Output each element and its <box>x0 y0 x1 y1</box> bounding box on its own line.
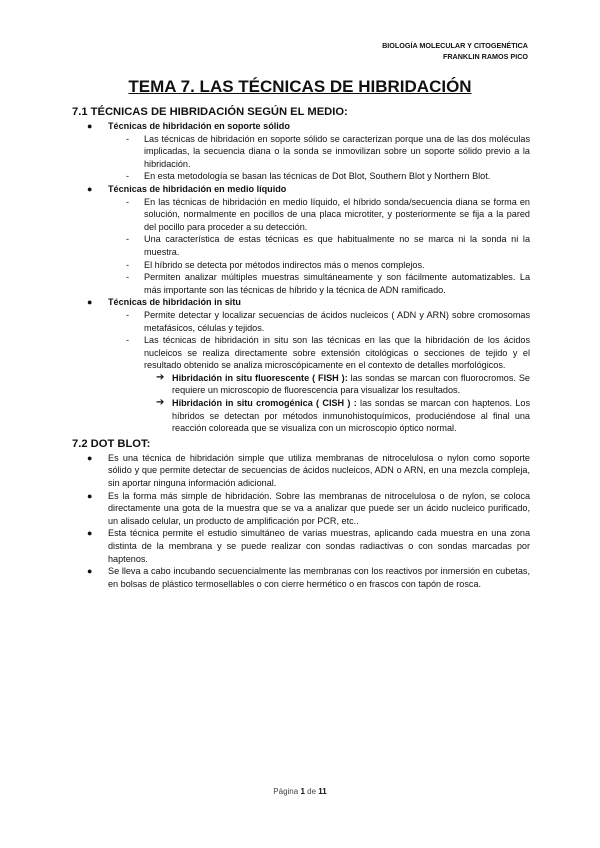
dash-icon: - <box>126 335 130 346</box>
section-heading-7-2: 7.2 DOT BLOT: <box>72 437 151 450</box>
bullet-icon: ● <box>87 566 93 577</box>
arrow-item-cish: ➔ Hibridación in situ cromogénica ( CISH ) : las sondas se marcan con haptenos. Los híbridos se detectan por métodos inmunohistoquímicos, produciéndose al final una reacción coloreada que se visualiza con un microscopio óptico normal. <box>156 397 530 434</box>
arrow-right-icon: ➔ <box>156 371 165 383</box>
arrow-right-icon: ➔ <box>156 397 165 409</box>
dash-item: - El híbrido se detecta por métodos indirectos más o menos complejos. <box>126 259 425 270</box>
dash-icon: - <box>126 171 130 182</box>
header-subject: BIOLOGÍA MOLECULAR Y CITOGENÉTICA <box>382 41 528 50</box>
dash-item: - En esta metodología se basan las técnicas de Dot Blot, Southern Blot y Northern Blot. <box>126 171 491 182</box>
bullet-icon: ● <box>87 490 93 501</box>
dash-icon: - <box>126 196 130 207</box>
bullet-item: ● Es la forma más simple de hibridación. Sobre las membranas de nitrocelulosa o de nylon, se coloca directamente una gota de la muestra que se va a analizar que puede ser un ácido nucleico purificado, un alisado celular, un producto de amplificación por PCR, etc.. <box>87 490 530 526</box>
dash-item: - Permite detectar y localizar secuencias de ácidos nucleicos ( ADN y ARN) sobre cromosomas metafásicos, células y tejidos. <box>126 309 530 333</box>
dash-item: - Permiten analizar múltiples muestras simultáneamente y son fácilmente automatizables. La más importante son las técnicas de híbrido y la técnica de ADN ramificado. <box>126 272 530 295</box>
bullet-icon: ● <box>87 183 93 194</box>
header-author: FRANKLIN RAMOS PICO <box>442 52 528 61</box>
bullet-item: ● Es una técnica de hibridación simple que utiliza membranas de nitrocelulosa o nylon como soporte sólido y que permite detectar de secuencias de ácidos nucleicos, ADN o ARN, en una mezcla compleja, sin aportar ninguna información adicional. <box>87 452 530 489</box>
page-title: TEMA 7. LAS TÉCNICAS DE HIBRIDACIÓN <box>128 77 472 96</box>
section-heading-7-1: 7.1 TÉCNICAS DE HIBRIDACIÓN SEGÚN EL MEDIO: <box>72 106 348 118</box>
dash-item: - Las técnicas de hibridación in situ son las técnicas en las que la hibridación de los ácidos nucleicos se realiza directamente sobre extensión citológicas o secciones de tejido y el resultado obtenido se analiza microscópicamente en el contexto de detalles morfológicos. <box>126 335 530 371</box>
dash-item: - Las técnicas de hibridación en soporte sólido se caracterizan porque una de las dos moléculas implicadas, la secuencia diana o la sonda se inmovilizan sobre un soporte sólido previo a la hibridación. <box>126 133 530 169</box>
page-header <box>382 40 528 62</box>
dash-icon: - <box>126 259 130 270</box>
dash-item: - Una característica de estas técnicas es que habitualmente no se marca ni la sonda ni la muestra. <box>126 234 530 257</box>
dash-icon: - <box>126 309 130 320</box>
bullet-icon: ● <box>87 297 93 308</box>
bullet-icon: ● <box>87 452 93 463</box>
bullet-item: ● Se lleva a cabo incubando secuencialmente las membranas con los reactivos por inmersión en cubetas, en bolsas de plástico termosellables o con cierre hermético o en frascos con tapón de rosca. <box>87 566 530 589</box>
bullet-icon: ● <box>87 121 93 131</box>
arrow-item-fish: ➔ Hibridación in situ fluorescente ( FISH ): las sondas se marcan con fluorocromos. Se requiere un microscopio de fluorescencia para visualizar los resultados. <box>156 371 530 396</box>
dash-icon: - <box>126 234 130 245</box>
dash-icon: - <box>126 272 130 283</box>
document-body <box>72 105 530 590</box>
page-total: 11 <box>318 787 327 796</box>
bullet-item: ● Esta técnica permite el estudio simultáneo de varias muestras, aplicando cada muestra en una zona distinta de la membrana y se puede realizar con sondas radiactivas o con sondas marcadas por haptenos. <box>87 528 530 564</box>
bullet-solid-support: ● Técnicas de hibridación en soporte sólido <box>87 121 290 131</box>
page-number: 1 <box>300 787 305 796</box>
page-footer: Página 1 de 11 <box>273 787 327 796</box>
bullet-in-situ: ● Técnicas de hibridación in situ <box>87 297 241 308</box>
bullet-icon: ● <box>87 528 93 539</box>
dash-item: - En las técnicas de hibridación en medio líquido, el híbrido sonda/secuencia diana se forma en solución, normalmente en pocillos de una placa microtiter, y posteriormente se fija a la pared del pocillo para proceder a su detección. <box>126 196 530 232</box>
bullet-liquid-medium: ● Técnicas de hibridación en medio líquido <box>87 183 287 194</box>
dash-icon: - <box>126 133 130 144</box>
